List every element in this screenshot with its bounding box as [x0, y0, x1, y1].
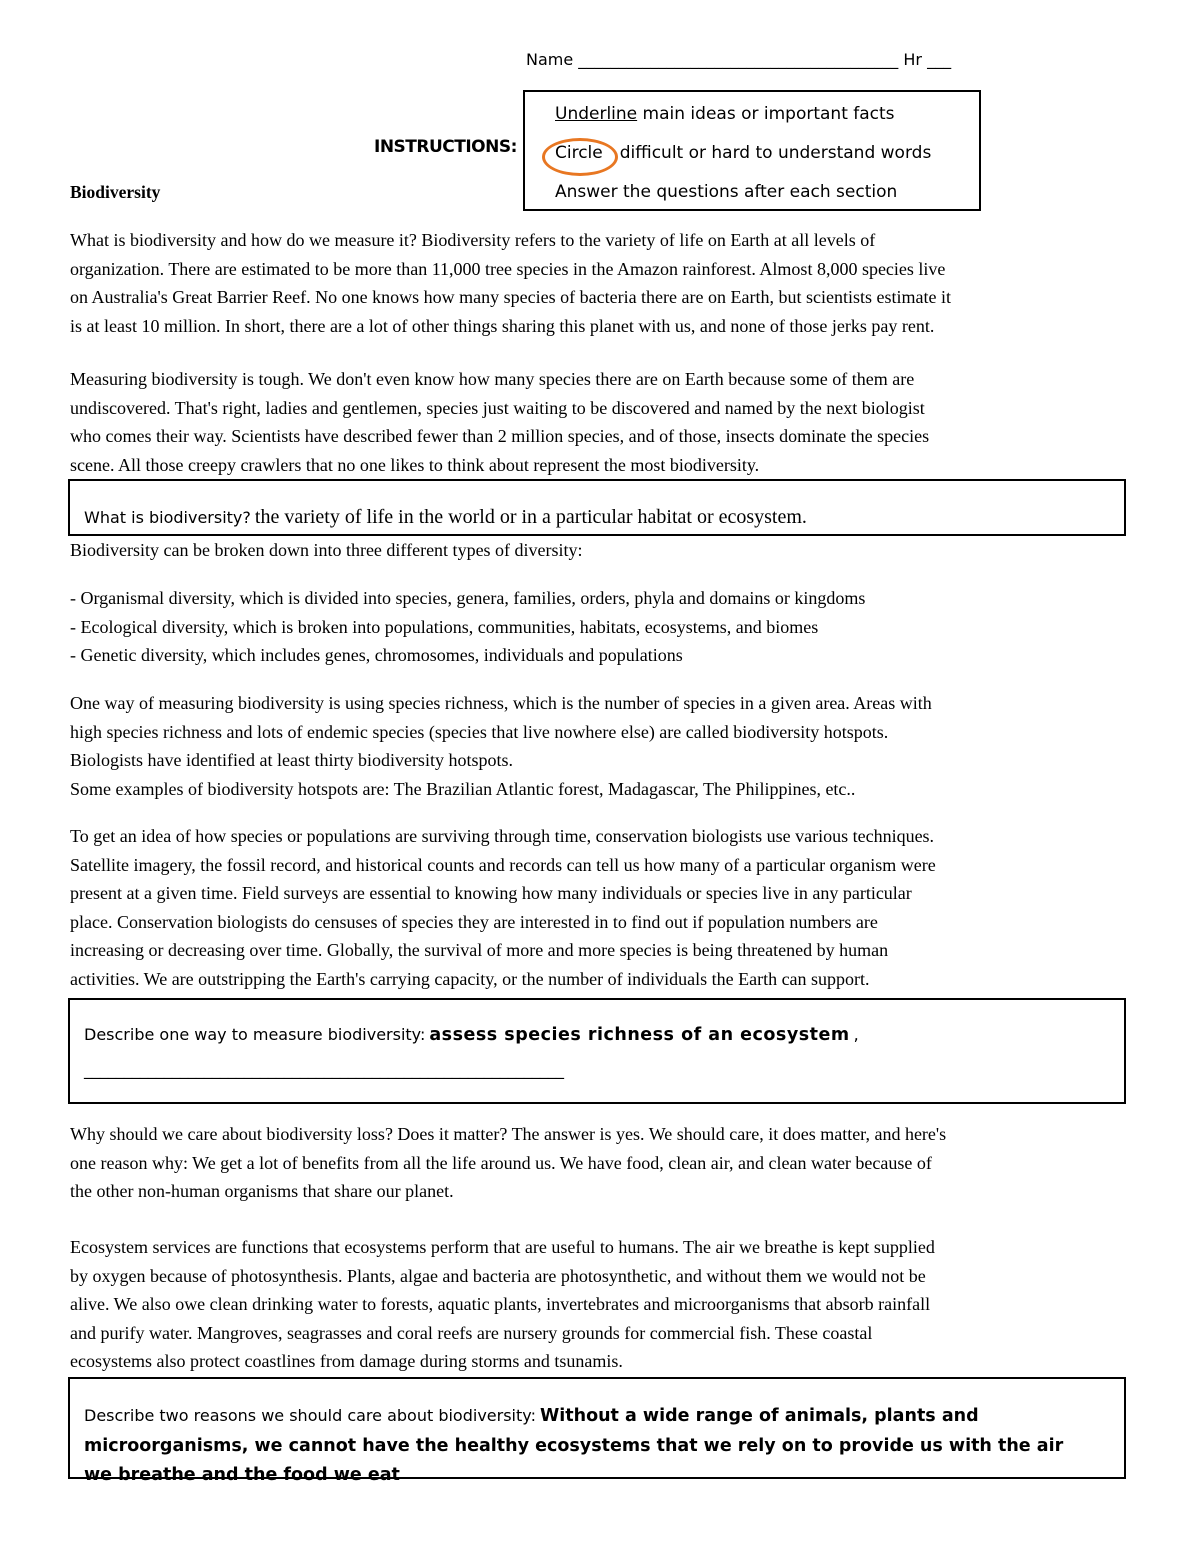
- circle-text: difficult or hard to understand words: [619, 143, 932, 163]
- circle-keyword: Circle: [555, 143, 603, 163]
- text-line: on Australia's Great Barrier Reef. No one knows how many species of bacteria there are on Earth, but scientists estimate it: [70, 287, 951, 307]
- paragraph-conservation: [70, 822, 1140, 993]
- answer-field-continued[interactable]: we breathe and the food we eat: [84, 1465, 400, 1485]
- text-line: organization. There are estimated to be more than 11,000 tree species in the Amazon rainforest. Almost 8,000 species live: [70, 258, 946, 279]
- answer-field[interactable]: assess species richness of an ecosystem: [429, 1025, 850, 1045]
- text-line: To get an idea of how species or populations are surviving through time, conservation biologists use various techniques.: [70, 826, 935, 846]
- name-hour-field[interactable]: Name ________________________________________ Hr ___: [526, 50, 952, 69]
- answer-trail: ,: [853, 1025, 859, 1044]
- text-line: What is biodiversity and how do we measure it? Biodiversity refers to the variety of life on Earth at all levels of: [70, 230, 876, 250]
- question-label: What is biodiversity?: [84, 508, 251, 527]
- text-line: One way of measuring biodiversity is using species richness, which is the number of species in a given area. Areas with: [70, 693, 932, 713]
- question-box-2: [68, 998, 1126, 1104]
- instruction-circle: [555, 143, 931, 163]
- answer-blank-line[interactable]: ____________________________________________________________: [84, 1060, 564, 1079]
- text-line: increasing or decreasing over time. Globally, the survival of more and more species is being threatened by human: [70, 940, 889, 960]
- paragraph-species-richness: [70, 689, 1140, 803]
- text-line: present at a given time. Field surveys are essential to knowing how many individuals or species live in any particular: [70, 883, 912, 903]
- text-line: undiscovered. That's right, ladies and gentlemen, species just waiting to be discovered and named by the next biologist: [70, 397, 925, 418]
- text-line: high species richness and lots of endemic species (species that live nowhere else) are called biodiversity hotspots.: [70, 721, 889, 742]
- list-item: - Genetic diversity, which includes genes, chromosomes, individuals and populations: [70, 645, 683, 665]
- text-line: who comes their way. Scientists have described fewer than 2 million species, and of those, insects dominate the species: [70, 426, 930, 446]
- text-line: Why should we care about biodiversity loss? Does it matter? The answer is yes. We should care, it does matter, and here's: [70, 1124, 947, 1144]
- paragraph-ecosystem-services: [70, 1233, 1140, 1376]
- text-line: by oxygen because of photosynthesis. Plants, algae and bacteria are photosynthetic, and without them we would not be: [70, 1265, 926, 1286]
- text-line: alive. We also owe clean drinking water to forests, aquatic plants, invertebrates and microorganisms that absorb rainfall: [70, 1294, 931, 1314]
- text-line: Measuring biodiversity is tough. We don't even know how many species there are on Earth because some of them are: [70, 369, 915, 389]
- list-item: - Organismal diversity, which is divided into species, genera, families, orders, phyla and domains or kingdoms: [70, 588, 866, 608]
- document-heading: Biodiversity: [70, 182, 161, 202]
- text-line: Biodiversity can be broken down into three different types of diversity:: [70, 540, 583, 560]
- text-line: place. Conservation biologists do censuses of species they are interested in to find out if population numbers are: [70, 911, 878, 932]
- paragraph-types-intro: [70, 536, 1140, 565]
- answer-field-continued[interactable]: microorganisms, we cannot have the healthy ecosystems that we rely on to provide us with the air: [84, 1436, 1064, 1456]
- text-line: Some examples of biodiversity hotspots are: The Brazilian Atlantic forest, Madagascar, The Philippines, etc..: [70, 778, 856, 799]
- question-label: Describe two reasons we should care about biodiversity:: [84, 1406, 536, 1425]
- diversity-types-list: [70, 584, 1140, 670]
- question-box-3: [68, 1377, 1126, 1485]
- question-label: Describe one way to measure biodiversity:: [84, 1025, 426, 1044]
- text-line: Ecosystem services are functions that ecosystems perform that are useful to humans. The air we breathe is kept supplied: [70, 1237, 935, 1257]
- paragraph-what-is-biodiversity: [70, 226, 1140, 340]
- text-line: Satellite imagery, the fossil record, and historical counts and records can tell us how many of a particular organism were: [70, 854, 936, 875]
- underline-keyword: Underline: [555, 104, 638, 124]
- instruction-underline: [555, 104, 895, 124]
- paragraph-why-care: [70, 1120, 1140, 1206]
- text-line: Biologists have identified at least thirty biodiversity hotspots.: [70, 750, 513, 770]
- text-line: is at least 10 million. In short, there are a lot of other things sharing this planet with us, and none of those jerks pay rent.: [70, 315, 935, 336]
- instructions-label: INSTRUCTIONS:: [374, 137, 517, 157]
- text-line: and purify water. Mangroves, seagrasses and coral reefs are nursery grounds for commercial fish. These coastal: [70, 1322, 873, 1343]
- answer-field[interactable]: the variety of life in the world or in a particular habitat or ecosystem.: [254, 506, 807, 528]
- question-box-1: [68, 479, 1126, 536]
- underline-text: main ideas or important facts: [637, 104, 895, 124]
- instruction-answer: Answer the questions after each section: [555, 182, 898, 202]
- text-line: scene. All those creepy crawlers that no one likes to think about represent the most biodiversity.: [70, 454, 760, 475]
- list-item: - Ecological diversity, which is broken into populations, communities, habitats, ecosystems, and biomes: [70, 616, 819, 637]
- answer-field[interactable]: Without a wide range of animals, plants and: [539, 1406, 979, 1426]
- text-line: the other non-human organisms that share our planet.: [70, 1181, 454, 1201]
- instructions-box: [523, 90, 981, 211]
- paragraph-measuring: [70, 365, 1140, 479]
- text-line: one reason why: We get a lot of benefits from all the life around us. We have food, clean air, and clean water because of: [70, 1152, 932, 1173]
- text-line: ecosystems also protect coastlines from damage during storms and tsunamis.: [70, 1351, 623, 1371]
- text-line: activities. We are outstripping the Earth's carrying capacity, or the number of individuals the Earth can support.: [70, 968, 870, 989]
